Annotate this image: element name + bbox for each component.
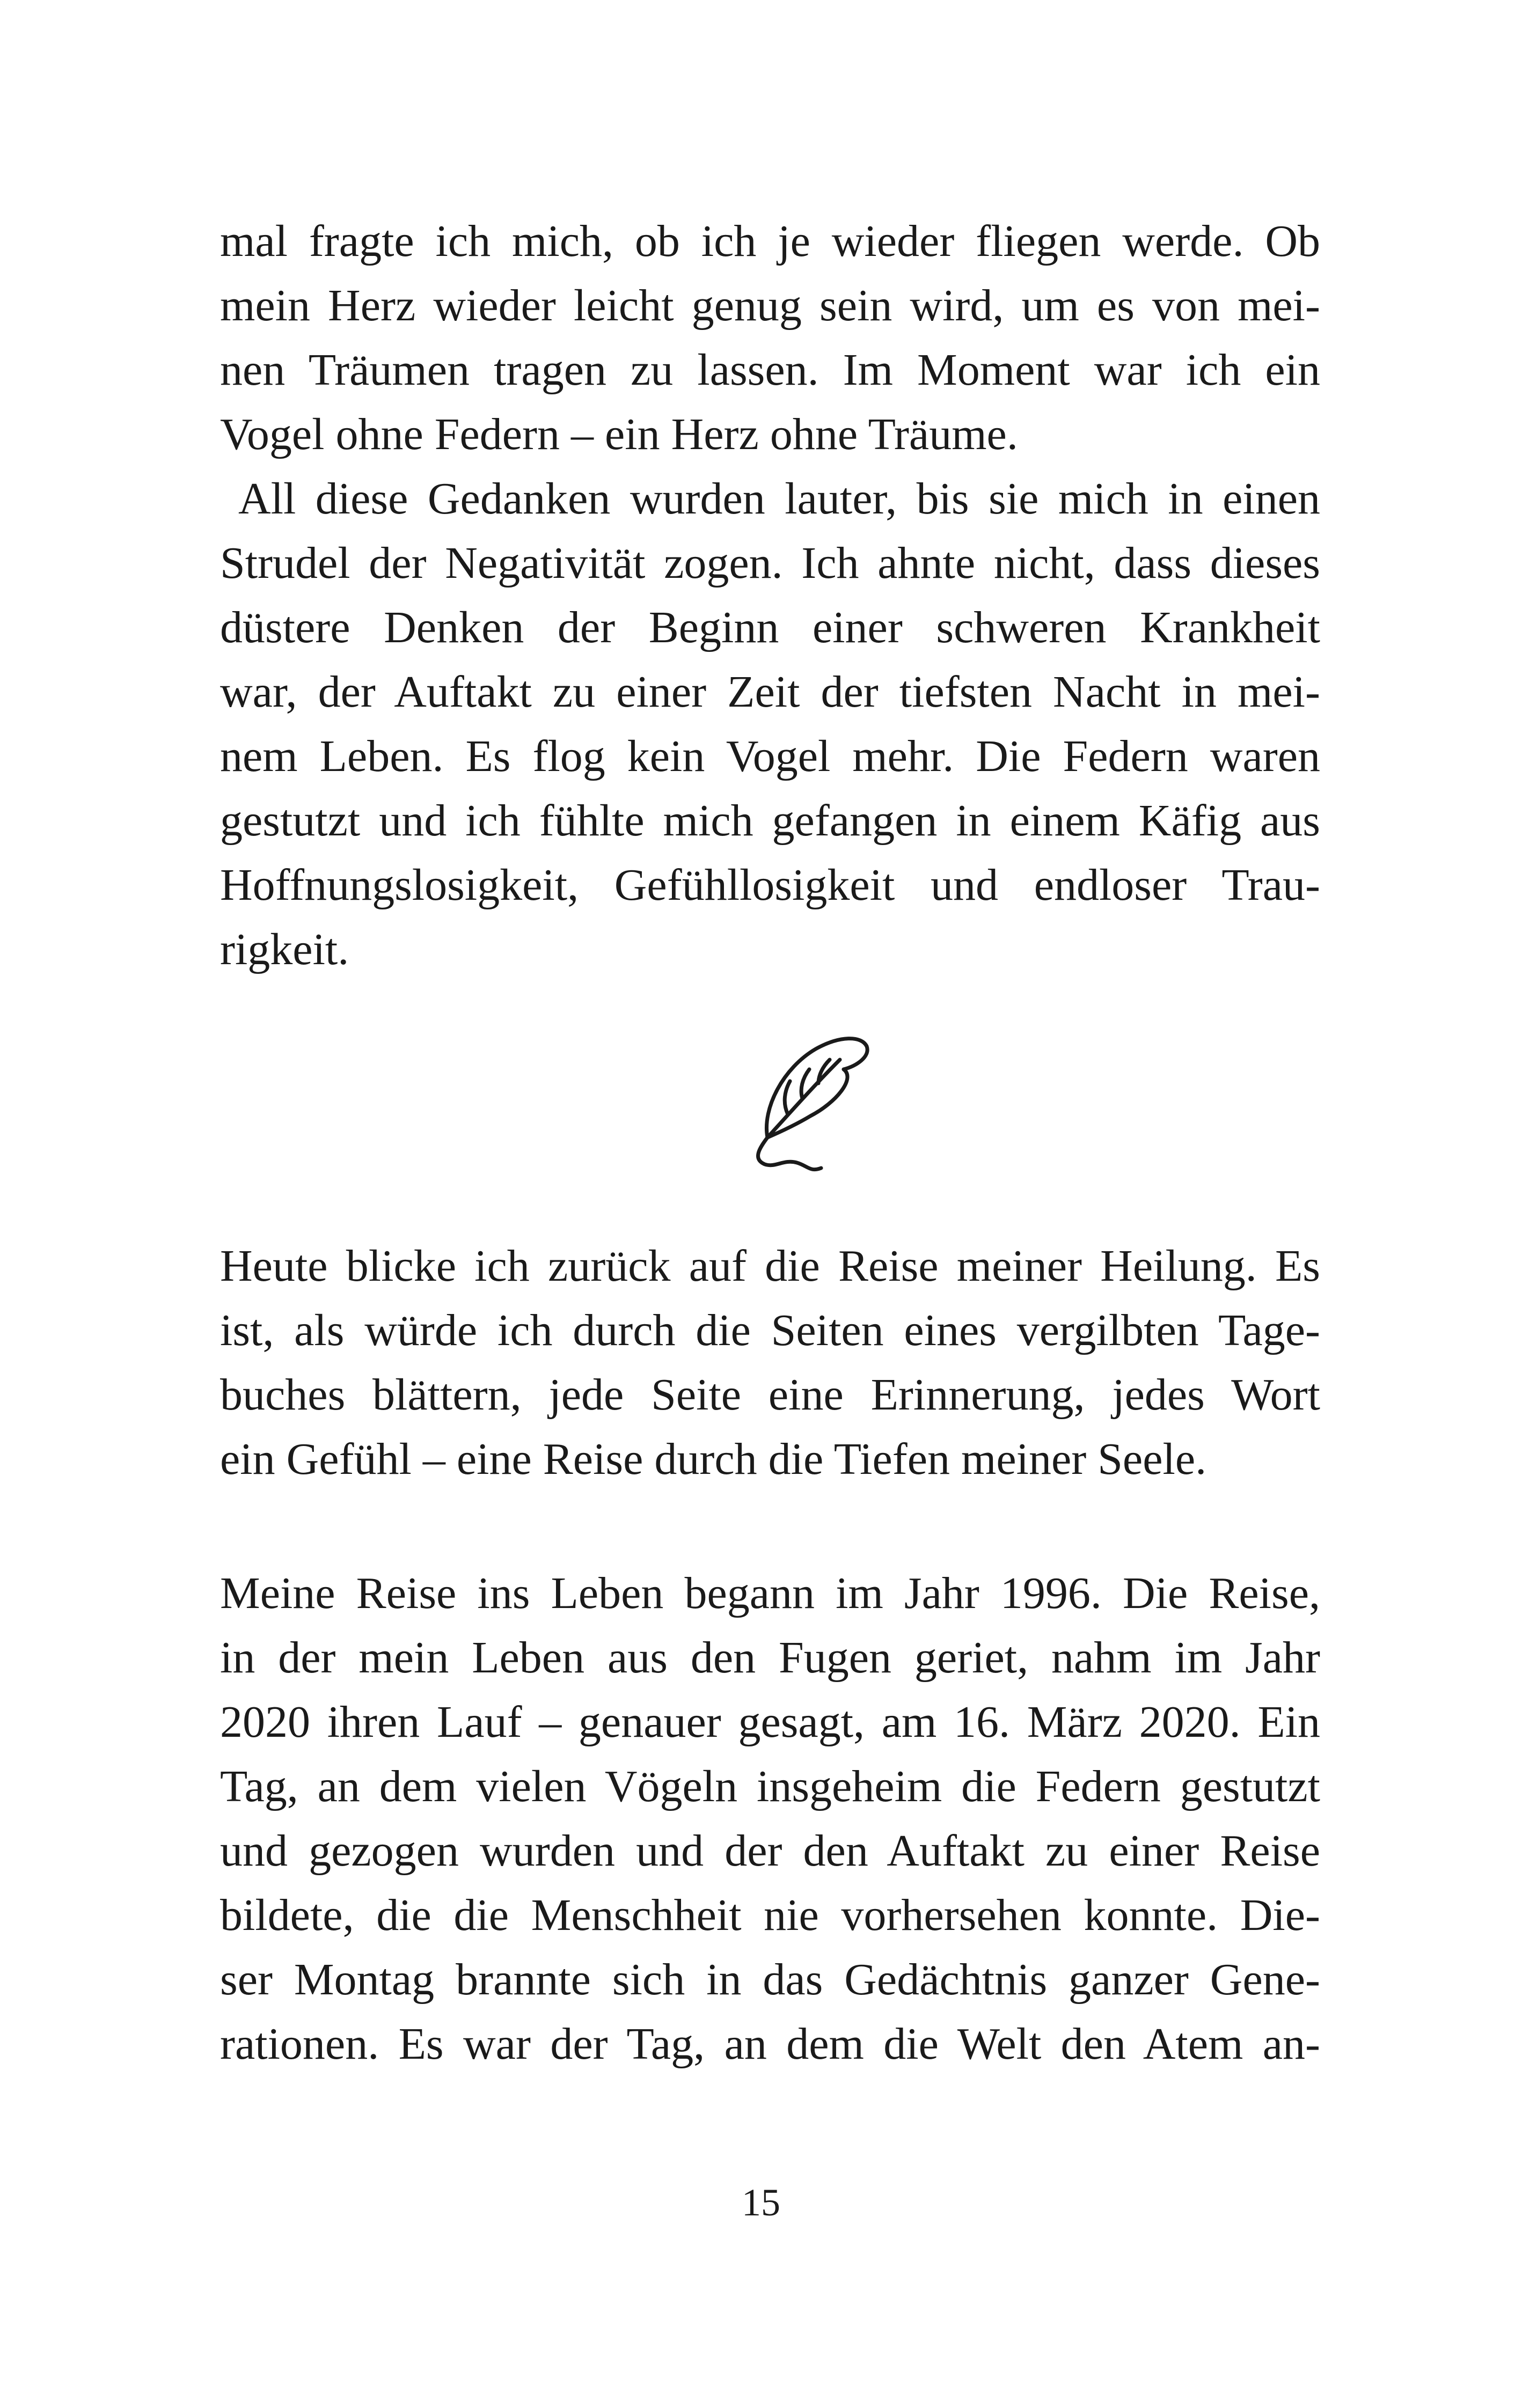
text-line: ein Gefühl – eine Reise durch die Tiefen meiner Seele.: [220, 1434, 1207, 1484]
text-line: All diese Gedanken wurden lauter, bis sie mich in einen: [238, 474, 1320, 524]
text-line: nem Leben. Es flog kein Vogel mehr. Die Federn waren: [220, 731, 1320, 781]
text-line: rationen. Es war der Tag, an dem die Welt den Atem an-: [220, 2019, 1320, 2069]
text-line: Meine Reise ins Leben begann im Jahr 1996. Die Reise,: [220, 1568, 1320, 1618]
paragraph-group-2: [220, 1234, 1320, 1492]
feather-quill-icon: [746, 1027, 880, 1178]
text-line: mal fragte ich mich, ob ich je wieder fliegen werde. Ob: [220, 216, 1320, 266]
text-line: Tag, an dem vielen Vögeln insgeheim die Federn gestutzt: [220, 1761, 1320, 1811]
paragraph-group-3: [220, 1561, 1320, 2076]
text-line: mein Herz wieder leicht genug sein wird, um es von mei-: [220, 281, 1320, 331]
paragraph-group-1: [220, 209, 1320, 982]
text-line: düstere Denken der Beginn einer schweren Krankheit: [220, 603, 1320, 652]
text-line: in der mein Leben aus den Fugen geriet, nahm im Jahr: [220, 1633, 1320, 1683]
text-line: war, der Auftakt zu einer Zeit der tiefsten Nacht in mei-: [220, 667, 1320, 717]
text-line: nen Träumen tragen zu lassen. Im Moment war ich ein: [220, 345, 1320, 395]
text-line: 2020 ihren Lauf – genauer gesagt, am 16. März 2020. Ein: [220, 1697, 1320, 1747]
text-line: Hoffnungslosigkeit, Gefühllosigkeit und endloser Trau-: [220, 860, 1320, 910]
text-line: bildete, die die Menschheit nie vorhersehen konnte. Die-: [220, 1890, 1320, 1940]
text-line: Strudel der Negativität zogen. Ich ahnte nicht, dass dieses: [220, 538, 1320, 588]
text-line: Heute blicke ich zurück auf die Reise meiner Heilung. Es: [220, 1241, 1320, 1291]
text-line: gestutzt und ich fühlte mich gefangen in einem Käfig aus: [220, 796, 1320, 846]
text-line: ist, als würde ich durch die Seiten eines vergilbten Tage-: [220, 1305, 1320, 1355]
page-number: 15: [742, 2181, 780, 2224]
text-line: ser Montag brannte sich in das Gedächtnis ganzer Gene-: [220, 1955, 1320, 2005]
text-line: und gezogen wurden und der den Auftakt zu einer Reise: [220, 1826, 1320, 1876]
text-line: Vogel ohne Federn – ein Herz ohne Träume.: [220, 409, 1018, 459]
text-line: buches blättern, jede Seite eine Erinnerung, jedes Wort: [220, 1370, 1320, 1420]
text-line: rigkeit.: [220, 924, 349, 974]
